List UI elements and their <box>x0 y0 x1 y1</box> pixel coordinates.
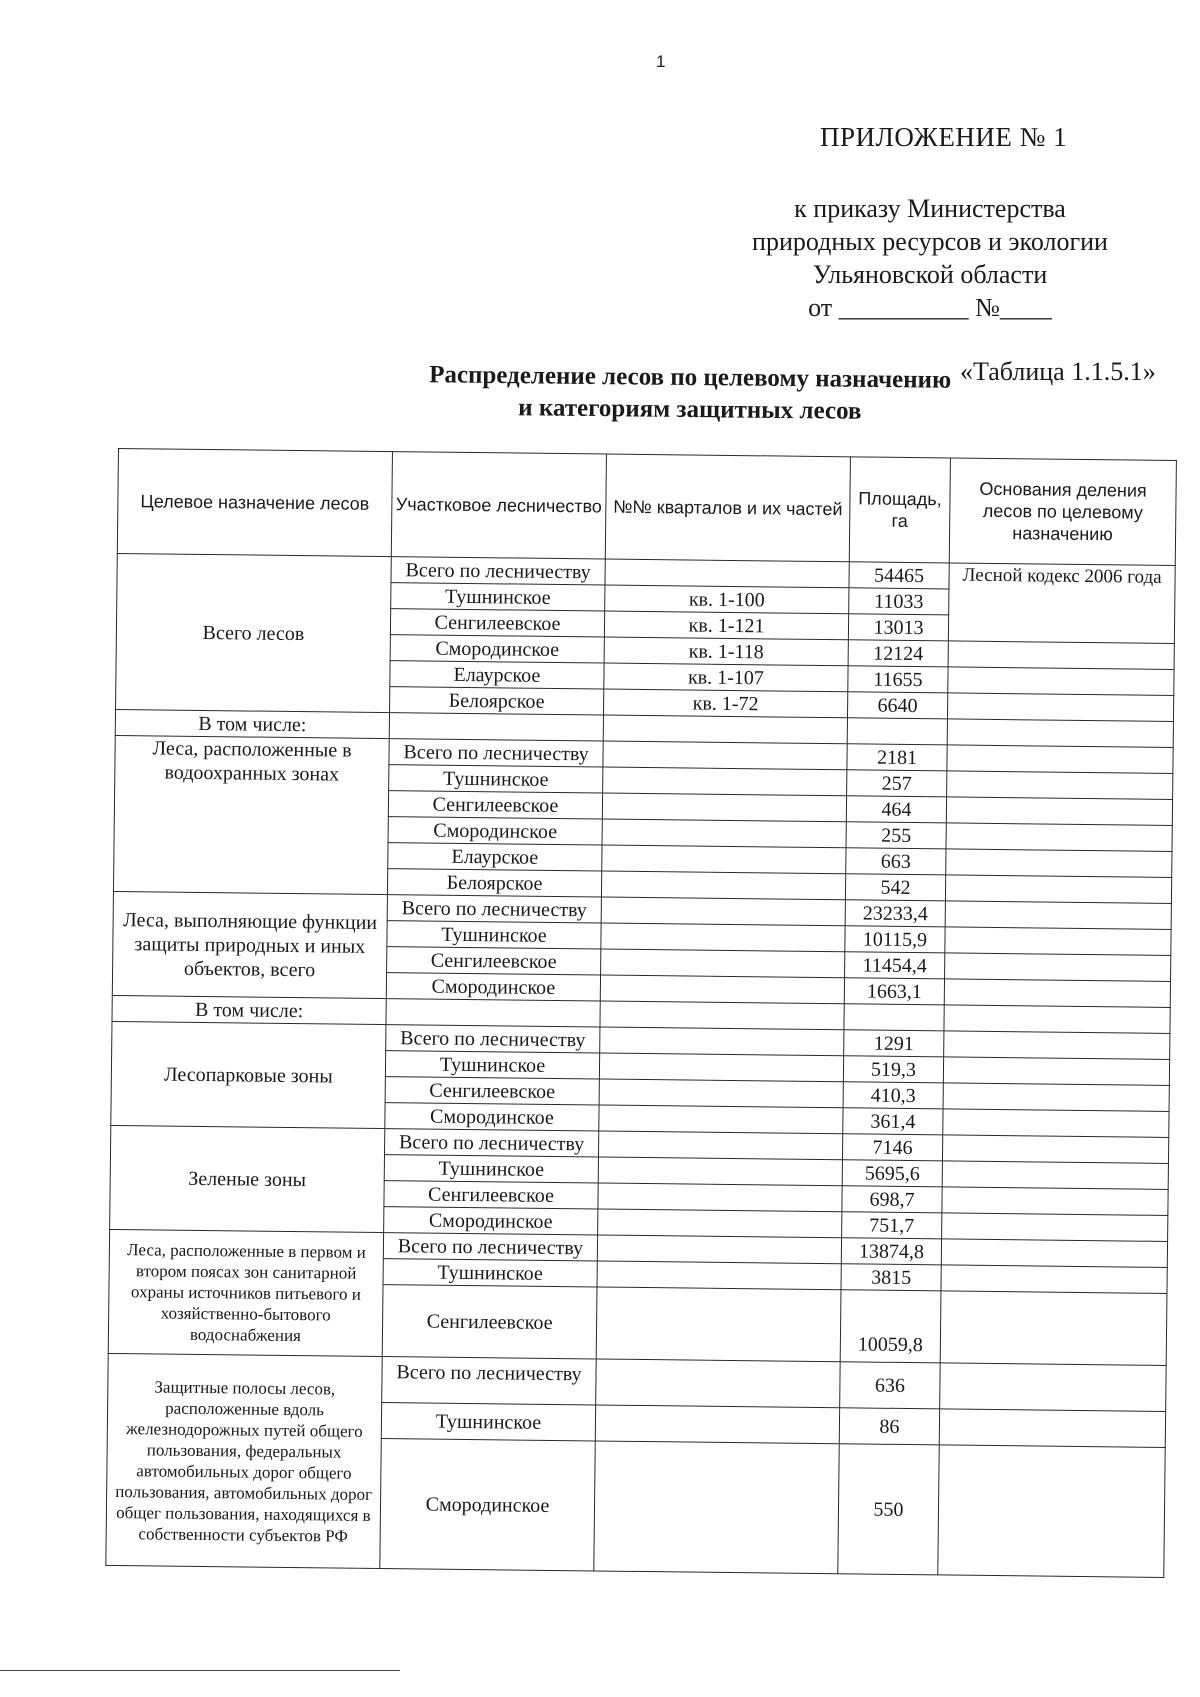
header-quarters: №№ кварталов и их частей <box>605 454 850 562</box>
quarters-cell <box>599 1105 843 1134</box>
quarters-cell <box>601 897 845 926</box>
district-cell: Сенгилеевское <box>388 791 602 819</box>
basis-cell-empty <box>940 1291 1167 1366</box>
quarters-cell <box>605 559 849 588</box>
area-cell: 2181 <box>847 744 947 771</box>
order-reference <box>720 192 1140 324</box>
quarters-cell <box>598 1131 842 1160</box>
district-cell: Сенгилеевское <box>384 1181 598 1209</box>
basis-cell-empty <box>943 1057 1169 1086</box>
district-cell: Тушнинское <box>385 1051 599 1079</box>
basis-cell-empty <box>942 1161 1168 1190</box>
basis-cell-empty <box>938 1445 1165 1578</box>
area-cell: 663 <box>846 848 946 875</box>
quarters-cell <box>602 819 846 848</box>
quarters-cell <box>597 1261 841 1290</box>
empty-cell <box>603 715 847 744</box>
area-cell: 361,4 <box>843 1108 943 1135</box>
quarters-cell: кв. 1-72 <box>604 689 848 718</box>
order-line: Ульяновской области <box>812 260 1048 289</box>
district-cell: Белоярское <box>390 687 604 715</box>
empty-cell <box>944 1005 1170 1034</box>
district-cell: Белоярское <box>387 869 601 897</box>
district-cell: Смородинское <box>380 1439 595 1571</box>
area-cell: 255 <box>846 822 946 849</box>
order-line: к приказу Министерства <box>794 194 1066 223</box>
empty-cell <box>844 1004 944 1031</box>
footer-divider <box>0 1670 400 1671</box>
quarters-cell: кв. 1-107 <box>604 663 848 692</box>
quarters-cell <box>599 1053 843 1082</box>
area-cell: 10059,8 <box>840 1290 941 1363</box>
basis-cell-empty <box>945 875 1171 904</box>
quarters-cell <box>598 1157 842 1186</box>
district-cell: Тушнинское <box>381 1403 595 1441</box>
category-green-zones: Зеленые зоны <box>110 1125 385 1232</box>
quarters-cell <box>603 767 847 796</box>
quarters-cell <box>596 1287 841 1362</box>
district-cell: Сенгилеевское <box>390 609 604 637</box>
basis-cell-empty <box>948 667 1174 696</box>
area-cell: 5695,6 <box>842 1160 942 1187</box>
basis-cell-empty <box>940 1363 1167 1412</box>
area-cell: 1291 <box>844 1030 944 1057</box>
area-cell: 464 <box>846 796 946 823</box>
basis-cell-empty <box>945 953 1171 982</box>
quarters-cell <box>595 1405 839 1444</box>
forest-distribution-table <box>105 448 1177 1578</box>
quarters-cell <box>598 1209 842 1238</box>
district-cell: Всего по лесничеству <box>386 1025 600 1053</box>
district-cell: Всего по лесничеству <box>385 1129 599 1157</box>
basis-cell-empty <box>943 1109 1169 1138</box>
quarters-cell <box>601 871 845 900</box>
area-cell: 23233,4 <box>845 900 945 927</box>
quarters-cell <box>597 1235 841 1264</box>
district-cell: Тушнинское <box>384 1155 598 1183</box>
empty-cell <box>847 718 947 745</box>
order-date-number-line: от __________ №____ <box>808 293 1052 322</box>
including-label: В том числе: <box>115 709 389 738</box>
area-cell: 1663,1 <box>844 978 944 1005</box>
district-cell: Тушнинское <box>391 583 605 611</box>
district-cell: Сенгилеевское <box>382 1285 597 1359</box>
header-purpose: Целевое назначение лесов <box>117 449 392 557</box>
area-cell: 751,7 <box>842 1212 942 1239</box>
basis-cell-empty <box>944 979 1170 1008</box>
area-cell: 6640 <box>847 692 947 719</box>
district-cell: Смородинское <box>385 1103 599 1131</box>
title-line: и категориям защитных лесов <box>518 394 862 425</box>
basis-cell-empty <box>947 693 1173 722</box>
basis-cell-empty <box>942 1213 1168 1242</box>
title-line: Распределение лесов по целевому назначению <box>429 361 952 394</box>
order-line: природных ресурсов и экологии <box>752 227 1108 256</box>
area-cell: 257 <box>847 770 947 797</box>
district-cell: Сенгилеевское <box>385 1077 599 1105</box>
area-cell: 636 <box>840 1362 941 1409</box>
table-header-row <box>117 449 1176 566</box>
district-cell: Сенгилеевское <box>387 947 601 975</box>
basis-cell-empty <box>941 1265 1167 1294</box>
district-cell: Всего по лесничеству <box>382 1357 597 1405</box>
quarters-cell: кв. 1-118 <box>604 637 848 666</box>
district-cell: Смородинское <box>390 635 604 663</box>
basis-cell-empty <box>947 745 1173 774</box>
district-cell: Всего по лесничеству <box>389 739 603 767</box>
basis-cell-empty <box>939 1409 1165 1448</box>
area-cell: 13874,8 <box>841 1238 941 1265</box>
quarters-cell <box>602 845 846 874</box>
district-cell: Всего по лесничеству <box>391 557 605 585</box>
quarters-cell <box>599 1079 843 1108</box>
area-cell: 11655 <box>848 666 948 693</box>
basis-cell-empty <box>942 1135 1168 1164</box>
area-cell: 542 <box>845 874 945 901</box>
area-cell: 519,3 <box>843 1056 943 1083</box>
including-label: В том числе: <box>112 995 386 1024</box>
district-cell: Тушнинское <box>387 921 601 949</box>
quarters-cell <box>594 1441 839 1574</box>
basis-cell-empty <box>941 1239 1167 1268</box>
area-cell: 11454,4 <box>845 952 945 979</box>
basis-cell-empty <box>943 1083 1169 1112</box>
quarters-cell: кв. 1-100 <box>605 585 849 614</box>
empty-cell <box>947 719 1173 748</box>
category-all-forests: Всего лесов <box>116 553 392 712</box>
area-cell: 11033 <box>849 588 949 615</box>
district-cell: Елаурское <box>388 843 602 871</box>
area-cell: 54465 <box>849 562 949 589</box>
quarters-cell <box>603 741 847 770</box>
header-area: Площадь, га <box>849 457 950 563</box>
district-cell: Смородинское <box>386 973 600 1001</box>
header-basis: Основания деления лесов по целевому назначению <box>949 458 1176 566</box>
category-protection-forests: Леса, выполняющие функции защиты природных и иных объектов, всего <box>112 891 387 998</box>
quarters-cell <box>598 1183 842 1212</box>
area-cell: 86 <box>839 1408 939 1445</box>
quarters-cell <box>602 793 846 822</box>
basis-cell-empty <box>945 901 1171 930</box>
district-cell: Смородинское <box>388 817 602 845</box>
basis-cell-empty <box>948 641 1174 670</box>
forest-distribution-table-wrapper <box>105 448 1176 1626</box>
basis-cell-empty <box>947 771 1173 800</box>
document-title <box>360 359 1021 430</box>
quarters-cell <box>601 923 845 952</box>
table-label: «Таблица 1.1.5.1» <box>960 357 1156 386</box>
area-cell: 7146 <box>842 1134 942 1161</box>
header-district: Участковое лесничество <box>391 452 606 559</box>
quarters-cell <box>596 1359 841 1408</box>
category-protective-strips: Защитные полосы лесов, расположенные вдоль железнодорожных путей общего пользования, федеральных автомобильных дорог общего пользования, автомобильных дорог общег пользования, находящихся в собственности субъектов РФ <box>106 1353 382 1568</box>
area-cell: 550 <box>838 1444 939 1575</box>
area-cell: 13013 <box>848 614 948 641</box>
district-cell: Елаурское <box>390 661 604 689</box>
area-cell: 12124 <box>848 640 948 667</box>
quarters-cell <box>600 1027 844 1056</box>
area-cell: 698,7 <box>842 1186 942 1213</box>
category-sanitary-protection: Леса, расположенные в первом и втором поясах зон санитарной охраны источников питьевого и хозяйственно-бытового водоснабжения <box>108 1229 383 1356</box>
basis-cell: Лесной кодекс 2006 года <box>948 563 1175 644</box>
empty-cell <box>600 1001 844 1030</box>
basis-cell-empty <box>946 797 1172 826</box>
empty-cell <box>386 999 600 1027</box>
page-number: 1 <box>656 52 666 71</box>
basis-cell-empty <box>946 823 1172 852</box>
area-cell: 10115,9 <box>845 926 945 953</box>
district-cell: Тушнинское <box>383 1259 597 1287</box>
quarters-cell <box>601 949 845 978</box>
area-cell: 410,3 <box>843 1082 943 1109</box>
basis-cell-empty <box>946 849 1172 878</box>
district-cell: Всего по лесничеству <box>383 1233 597 1261</box>
quarters-cell: кв. 1-121 <box>604 611 848 640</box>
district-cell: Тушнинское <box>389 765 603 793</box>
empty-cell <box>389 713 603 741</box>
appendix-title: ПРИЛОЖЕНИЕ № 1 <box>820 122 1068 152</box>
district-cell: Смородинское <box>384 1207 598 1235</box>
quarters-cell <box>600 975 844 1004</box>
basis-cell-empty <box>945 927 1171 956</box>
district-cell: Всего по лесничеству <box>387 895 601 923</box>
basis-cell-empty <box>944 1031 1170 1060</box>
category-water-protection: Леса, расположенные в водоохранных зонах <box>113 735 389 894</box>
category-forest-park-zones: Лесопарковые зоны <box>111 1021 386 1128</box>
basis-cell-empty <box>942 1187 1168 1216</box>
area-cell: 3815 <box>841 1264 941 1291</box>
